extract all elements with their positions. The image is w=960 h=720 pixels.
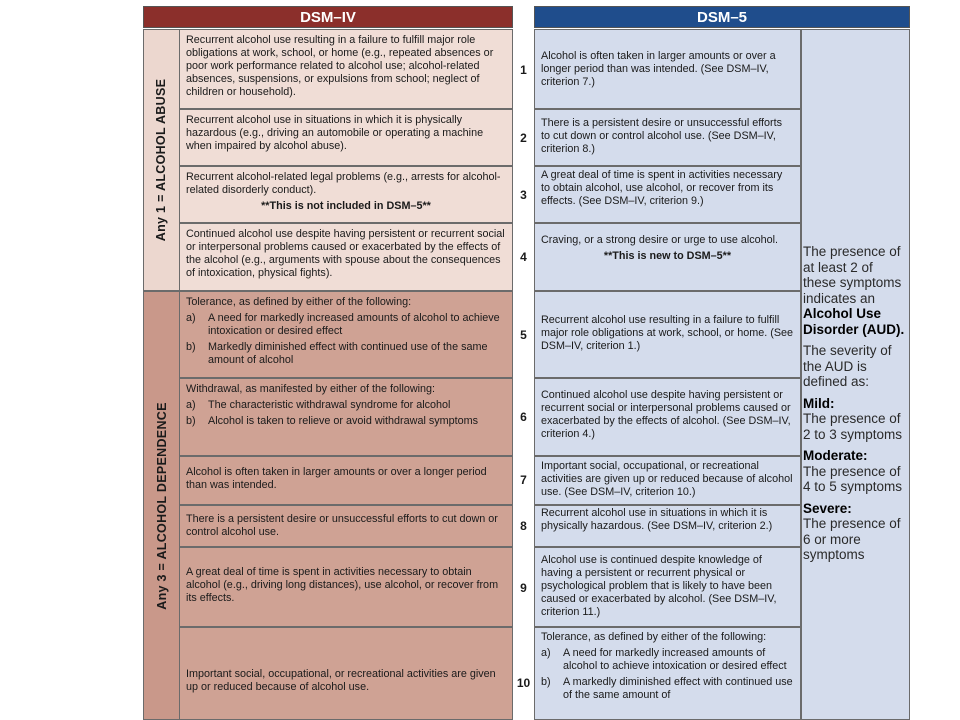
- criterion-text: Tolerance, as defined by either of the following:: [541, 631, 767, 643]
- dsm4-abuse-criterion-3: [179, 166, 513, 223]
- dsm5-criterion-8: [534, 505, 801, 547]
- criterion-number: 9: [520, 581, 527, 595]
- criterion-number: 2: [520, 131, 527, 145]
- criterion-text: Alcohol use is continued despite knowledge of having a persistent or recurrent physical or psychological problem that is likely to have been caused or exacerbated by alcohol. (See DSM–IV, criterion 11.): [541, 554, 777, 618]
- sub-text: Alcohol is taken to relieve or avoid withdrawal symptoms: [208, 415, 479, 427]
- criterion-text: There is a persistent desire or unsuccessful efforts to cut down or control alcohol use.: [186, 513, 498, 538]
- alcohol-dependence-side-label: [143, 291, 180, 720]
- criterion-text: Recurrent alcohol use in situations in which it is physically hazardous. (See DSM–IV, criterion 2.): [541, 507, 773, 532]
- mild-severity: [803, 396, 907, 443]
- dsm4-abuse-criterion-4: [179, 223, 513, 291]
- sub-text: A need for markedly increased amounts of alcohol to achieve intoxication or desired effect: [563, 647, 787, 672]
- dsm4-dependence-time-spent: [179, 547, 513, 627]
- criterion-text: Craving, or a strong desire or urge to use alcohol.: [541, 234, 779, 246]
- criterion-text: Alcohol is often taken in larger amounts or over a longer period than was intended. (See DSM–IV, criterion 7.): [541, 50, 776, 88]
- dsm5-criterion-9: [534, 547, 801, 627]
- sub-letter-a: a): [186, 312, 196, 324]
- dsm4-header: DSM–IV: [143, 6, 513, 28]
- dsm4-dependence-withdrawal: [179, 378, 513, 456]
- not-in-dsm5-note: **This is not included in DSM–5**: [261, 200, 431, 212]
- new-to-dsm5-note: **This is new to DSM–5**: [603, 250, 732, 262]
- dsm4-dependence-larger-amounts: [179, 456, 513, 505]
- alcohol-abuse-side-label: [143, 29, 180, 291]
- criterion-number: 4: [520, 250, 527, 264]
- summary-text: [803, 244, 907, 569]
- criterion-text: Recurrent alcohol use resulting in a failure to fulfill major role obligations at work, school, or home. (See DSM–IV, criterion 1.): [541, 314, 794, 352]
- dsm5-criterion-2: [534, 109, 801, 166]
- criterion-text: There is a persistent desire or unsuccessful efforts to cut down or control alcohol use. (See DSM–IV, criterion 8.): [541, 117, 783, 155]
- severity-intro: The severity of the AUD is defined as:: [803, 343, 892, 389]
- criterion-text: Important social, occupational, or recreational activities are given up or reduced because of alcohol use.: [186, 668, 496, 693]
- criterion-text: A great deal of time is spent in activities necessary to obtain alcohol, use alcohol, or recover from its effects. (See DSM–IV, criterion 9.): [541, 169, 783, 207]
- criterion-text: Important social, occupational, or recreational activities are given up or reduced because of alcohol use. (See DSM–IV, criterion 10.): [541, 460, 793, 498]
- criterion-number: 5: [520, 328, 527, 342]
- mild-label: Mild:: [803, 395, 835, 411]
- criterion-number: 6: [520, 410, 527, 424]
- criterion-text: Recurrent alcohol-related legal problems (e.g., arrests for alcohol-related disorderly conduct).: [186, 171, 501, 196]
- dsm5-criterion-4: [534, 223, 801, 291]
- mild-text: The presence of 2 to 3 symptoms: [803, 411, 903, 442]
- moderate-label: Moderate:: [803, 448, 868, 463]
- dsm4-abuse-criterion-2: [179, 109, 513, 166]
- dsm4-dependence-tolerance: [179, 291, 513, 378]
- dsm4-dependence-cut-down: [179, 505, 513, 547]
- criterion-number: 3: [520, 188, 527, 202]
- aud-definition: [803, 244, 907, 337]
- dsm4-abuse-criterion-1: [179, 29, 513, 109]
- criterion-text: Alcohol is often taken in larger amounts or over a longer period than was intended.: [186, 466, 487, 491]
- dsm5-criterion-5: [534, 291, 801, 378]
- alcohol-abuse-label-text: Any 1 = ALCOHOL ABUSE: [154, 78, 169, 242]
- criterion-text: Continued alcohol use despite having persistent or recurrent social or interpersonal problems caused or exacerbated by the effects of the alcohol (e.g., arguments with spouse about the consequences of intoxication, physical fights).: [186, 228, 505, 279]
- sub-letter-b: b): [541, 676, 551, 688]
- criterion-number: 7: [520, 473, 527, 487]
- alcohol-dependence-label-text: Any 3 = ALCOHOL DEPENDENCE: [154, 401, 169, 610]
- criterion-text: A great deal of time is spent in activities necessary to obtain alcohol (e.g., driving long distances), use alcohol, or recover from its effects.: [186, 566, 499, 604]
- severe-label: Severe:: [803, 500, 852, 516]
- dsm5-criterion-1: [534, 29, 801, 109]
- criterion-text: Recurrent alcohol use resulting in a failure to fulfill major role obligations at work, school, or home (e.g., repeated absences or poor work performance related to alcohol use; alcohol-related absences, suspensions, or expulsions from school; neglect of children or household).: [186, 34, 494, 98]
- dsm5-criterion-3: [534, 166, 801, 223]
- dsm4-dependence-activities-given-up: [179, 627, 513, 720]
- moderate-text: The presence of 4 to 5 symptoms: [803, 463, 903, 494]
- dsm5-criterion-7: [534, 456, 801, 505]
- presence-text: The presence of at least 2 of these symptoms indicates an: [803, 244, 902, 306]
- criterion-text: Recurrent alcohol use in situations in which it is physically hazardous (e.g., driving an automobile or operating a machine when impaired by alcohol abuse).: [186, 114, 484, 152]
- criterion-text: Withdrawal, as manifested by either of the following:: [186, 383, 436, 395]
- sub-letter-a: a): [186, 399, 196, 411]
- moderate-severity: [803, 448, 907, 495]
- dsm5-criterion-10: [534, 627, 801, 720]
- sub-letter-b: b): [186, 341, 196, 353]
- dsm5-header: DSM–5: [534, 6, 910, 28]
- sub-text: A markedly diminished effect with continued use of the same amount of: [563, 676, 793, 701]
- criterion-number: 8: [520, 519, 527, 533]
- criterion-text: Continued alcohol use despite having persistent or recurrent social or interpersonal problems caused or exacerbated by the effects of alcohol. (See DSM–IV, criterion 4.): [541, 389, 791, 440]
- sub-letter-b: b): [186, 415, 196, 427]
- severe-severity: [803, 501, 907, 563]
- sub-letter-a: a): [541, 647, 551, 659]
- criterion-text: Tolerance, as defined by either of the following:: [186, 296, 412, 308]
- sub-text: Markedly diminished effect with continued use of the same amount of alcohol: [208, 341, 488, 366]
- aud-label: Alcohol Use Disorder (AUD).: [803, 306, 905, 337]
- criterion-number: 1: [520, 63, 527, 77]
- severe-text: The presence of 6 or more symptoms: [803, 516, 901, 562]
- sub-text: A need for markedly increased amounts of alcohol to achieve intoxication or desired effect: [208, 312, 500, 337]
- criterion-number: 10: [516, 676, 531, 690]
- sub-text: The characteristic withdrawal syndrome for alcohol: [208, 399, 451, 411]
- dsm5-criterion-6: [534, 378, 801, 456]
